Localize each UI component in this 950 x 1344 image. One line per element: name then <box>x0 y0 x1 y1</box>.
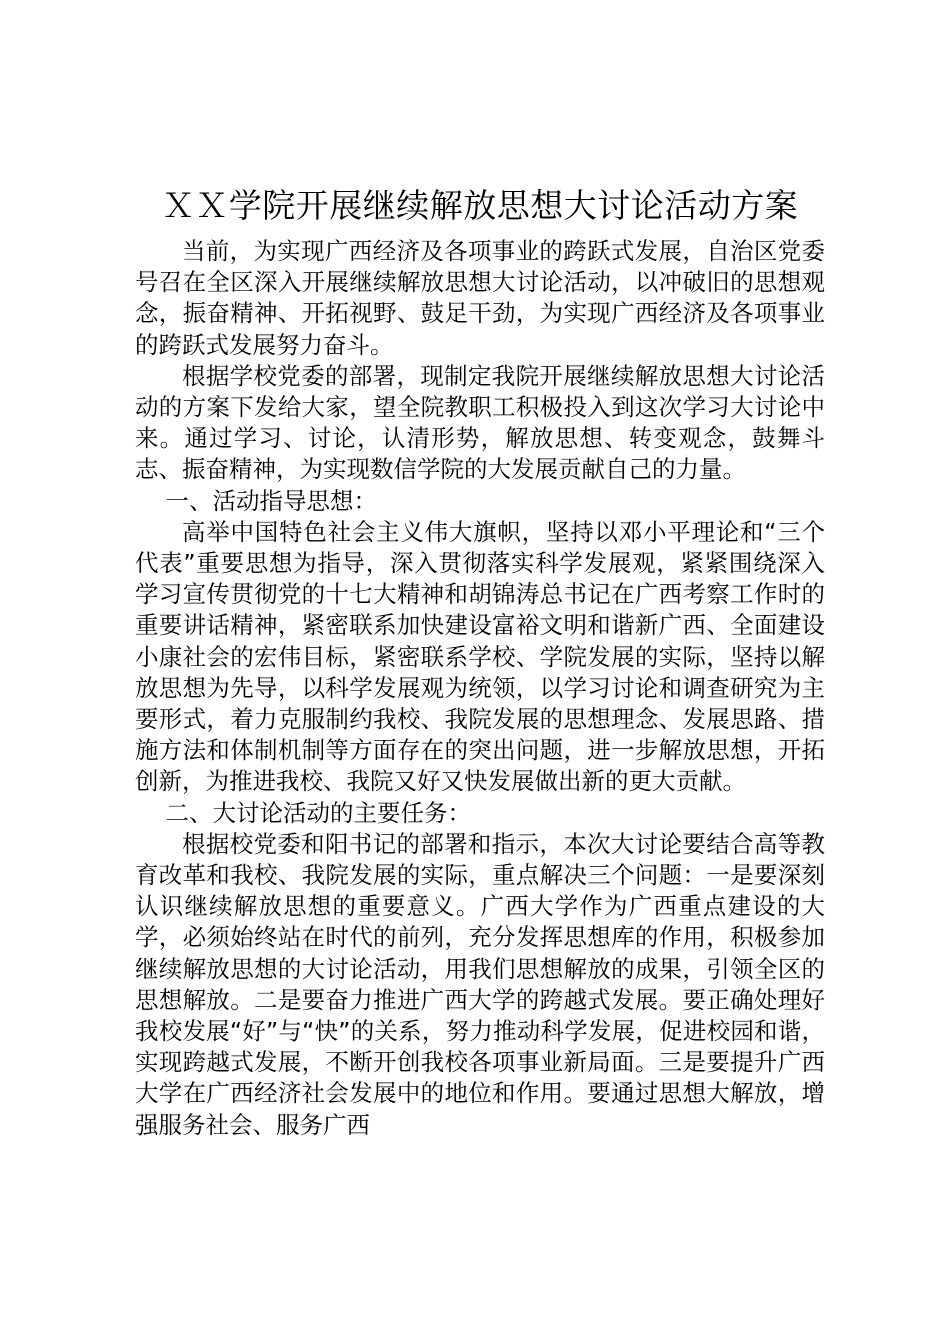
document-title: ＸＸ学院开展继续解放思想大讨论活动方案 <box>161 186 799 225</box>
paragraph-intro: 当前，为实现广西经济及各项事业的跨跃式发展，自治区党委号召在全区深入开展继续解放思想大讨论活动，以冲破旧的思想观念，振奋精神、开拓视野、鼓足干劲，为实现广西经济及各项事业的跨跃式发展努力奋斗。 <box>135 237 825 359</box>
document-body <box>135 236 825 1141</box>
section-heading-main-tasks: 二、大讨论活动的主要任务： <box>165 798 472 827</box>
paragraph-purpose: 根据学校党委的部署，现制定我院开展继续解放思想大讨论活动的方案下发给大家，望全院教职工积极投入到这次学习大讨论中来。通过学习、讨论，认清形势，解放思想、转变观念，鼓舞斗志、振奋精神，为实现数信学院的大发展贡献自己的力量。 <box>135 361 825 484</box>
paragraph-guiding-ideology: 高举中国特色社会主义伟大旗帜，坚持以邓小平理论和“三个代表”重要思想为指导，深入贯彻落实科学发展观，紧紧围绕深入学习宣传贯彻党的十七大精神和胡锦涛总书记在广西考察工作时的重要讲话精神，紧密联系加快建设富裕文明和谐新广西、全面建设小康社会的宏伟目标，紧密联系学校、学院发展的实际，坚持以解放思想为先导，以科学发展观为统领，以学习讨论和调查研究为主要形式，着力克服制约我校、我院发展的思想理念、发展思路、措施方法和体制机制等方面存在的突出问题，进一步解放思想，开拓创新，为推进我校、我院又好又快发展做出新的更大贡献。 <box>135 517 825 796</box>
paragraph-main-tasks: 根据校党委和阳书记的部署和指示，本次大讨论要结合高等教育改革和我校、我院发展的实际，重点解决三个问题：一是要深刻认识继续解放思想的重要意义。广西大学作为广西重点建设的大学，必须始终站在时代的前列，充分发挥思想库的作用，积极参加继续解放思想的大讨论活动，用我们思想解放的成果，引领全区的思想解放。二是要奋力推进广西大学的跨越式发展。要正确处理好我校发展“好”与“快”的关系，努力推动科学发展，促进校园和谐，实现跨越式发展，不断开创我校各项事业新局面。三是要提升广西大学在广西经济社会发展中的地位和作用。要通过思想大解放，增强服务社会、服务广西 <box>135 829 825 1139</box>
section-heading-guiding-ideology: 一、活动指导思想： <box>165 486 378 515</box>
